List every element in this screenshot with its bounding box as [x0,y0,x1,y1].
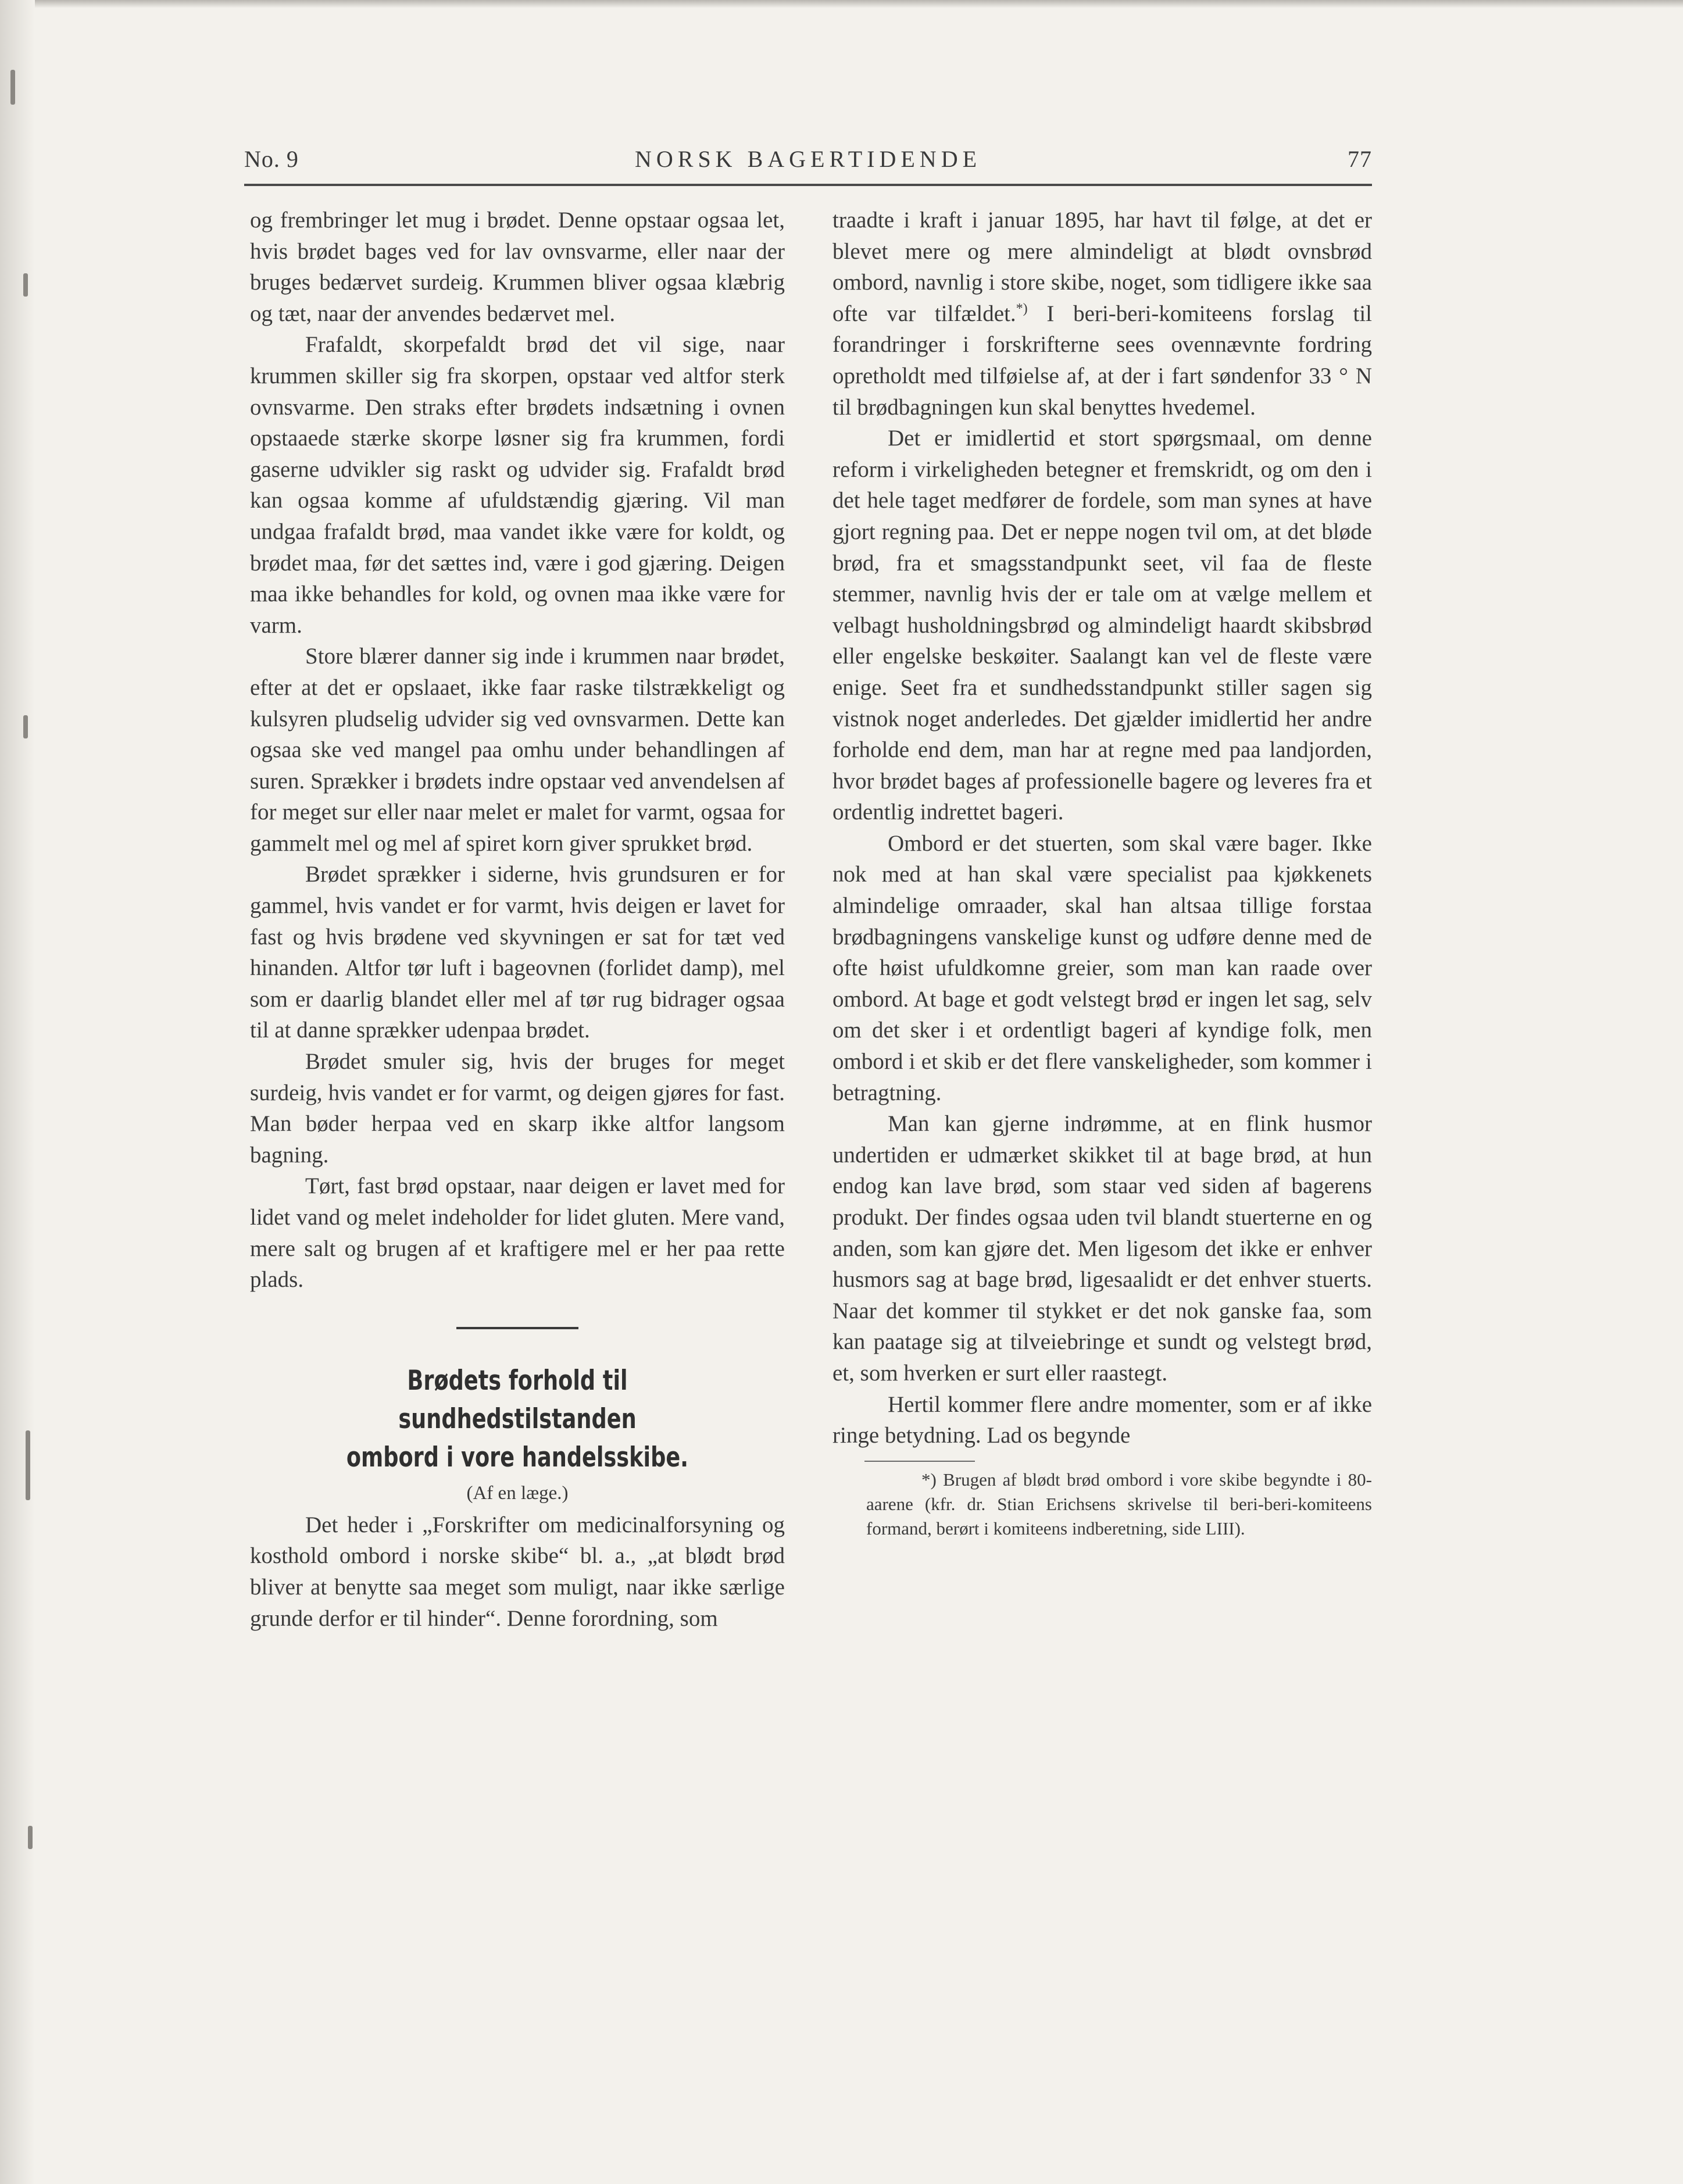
binding-mark [23,273,28,297]
paragraph: Det er imidlertid et stort spørgsmaal, om denne reform i virkeligheden betegner et fremskridt, og om den i det hele taget medfører de fordele, som man synes at have gjort regning paa. Det er neppe nogen tvil om, at det bløde brød, fra et smagsstandpunkt seet, vil faa de fleste stemmer, navnlig hvis der er tale om at vælge mellem et velbagt husholdningsbrød og almindeligt haardt skibsbrød eller engelske beskøiter. Saalangt kan vel de fleste være enige. Seet fra et sundhedsstandpunkt stiller sagen sig vistnok noget anderledes. Det gjælder imidlertid her andre forholde end dem, man har at regne med paa landjorden, hvor brødet bages af professionelle bagere og leveres fra et ordentlig indrettet bageri. [832,426,1372,825]
paragraph: Ombord er det stuerten, som skal være bager. Ikke nok med at han skal være specialist paa kjøkkenets almindelige omraader, skal han altsaa tillige forstaa brødbagningens vanskelige kunst og udføre denne med de ofte høist ufuldkomne greier, som man kan raade over ombord. At bage et godt velstegt brød er ingen let sag, selv om det sker i et ordentligt bageri af kyndige folk, men ombord i et skib er det flere vanskeligheder, som kommer i betragtning. [832,830,1372,1105]
footnote-reference: *) [1016,301,1028,316]
article-byline: (Af en læge.) [466,1482,569,1504]
left-column [250,205,785,1634]
paragraph-text: I beri-beri-komiteens forslag til forandringer i forskrifterne sees ovennævnte fordring opretholdt med tilføielse af, at der i fart søndenfor 33 ° N til brødbagningen kun skal benyttes hvedemel. [832,301,1372,420]
footnote-rule [864,1461,975,1462]
paragraph: Hertil kommer flere andre momenter, som er af ikke ringe betydning. Lad os begynde [832,1391,1372,1448]
paragraph-text: traadte i kraft i januar 1895, har havt til følge, at det er blevet mere og mere almindeligt at blødt ovnsbrød ombord, navnlig i store skibe, noget, som tidligere ikke saa ofte var tilfældet. [832,208,1372,326]
binding-mark [26,1430,30,1500]
paragraph: Man kan gjerne indrømme, at en flink husmor undertiden er udmærket skikket til at bage brød, at hun endog kan lave brød, som staar ved siden af bagerens produkt. Der findes ogsaa uden tvil blandt stuerterne en og anden, som kan gjøre det. Men ligesom det ikke er enhver husmors sag at bage brød, ligesaalidt er det enhver stuerts. Naar det kommer til stykket er det nok ganske faa, som kan paatage sig at tilveiebringe et sundt og velstegt brød, et, som hverken er surt eller raastegt. [832,1111,1372,1386]
paragraph: Store blærer danner sig inde i krummen naar brødet, efter at det er opslaaet, ikke faar raske tilstrækkeligt og kulsyren pludselig udvider sig ved ovnsvarmen. Dette kan ogsaa ske ved mangel paa omhu under behandlingen af suren. Sprækker i brødets indre opstaar ved anvendelsen af for meget sur eller naar melet er malet for varmt, ogsaa for gammelt mel og mel af spiret korn giver sprukket brød. [250,644,785,856]
journal-title: NORSK BAGERTIDENDE [634,146,982,172]
article-title-line: ombord i vore handelsskibe. [346,1441,689,1473]
paragraph: Det heder i „Forskrifter om medicinalforsyning og kosthold ombord i norske skibe“ bl. a., „at blødt brød bliver at benytte saa meget som muligt, naar ikke særlige grunde derfor er til hinder“. Denne forordning, som [250,1512,785,1631]
binding-mark [28,1826,33,1849]
paragraph [832,205,1372,423]
page-edge-left [0,0,35,2184]
section-divider [456,1327,578,1329]
page-edge-top [0,0,1683,8]
running-head [244,145,1372,180]
article-title-line: Brødets forhold til sundhedstilstanden [398,1364,637,1435]
right-column [832,205,1372,1541]
footnote: *) Brugen af blødt brød ombord i vore skibe begyndte i 80-aarene (kfr. dr. Stian Erichsens skrivelse til beri-beri-komiteens formand, berørt i komiteens indberetning, side LIII). [866,1469,1372,1539]
page-number: 77 [1348,146,1372,172]
binding-mark [23,715,28,738]
issue-number: No. 9 [244,146,299,172]
header-rule [244,184,1372,186]
paragraph: Brødet sprækker i siderne, hvis grundsuren er for gammel, hvis vandet er for varmt, hvis deigen er lavet for fast og hvis brødene ved skyvningen er sat for tæt ved hinanden. Altfor tør luft i bageovnen (forlidet damp), mel som er daarlig blandet eller mel af tør rug bidrager ogsaa til at danne sprækker udenpaa brødet. [250,862,785,1043]
paragraph: og frembringer let mug i brødet. Denne opstaar ogsaa let, hvis brødet bages ved for lav ovnsvarme, eller naar der bruges bedærvet surdeig. Krummen bliver ogsaa klæbrig og tæt, naar der anvendes bedærvet mel. [250,208,785,326]
binding-mark [10,70,15,105]
paragraph: Tørt, fast brød opstaar, naar deigen er lavet med for lidet vand og melet indeholder for lidet gluten. Mere vand, mere salt og brugen af et kraftigere mel er her paa rette plads. [250,1173,785,1293]
paragraph: Frafaldt, skorpefaldt brød det vil sige, naar krummen skiller sig fra skorpen, opstaar ved altfor sterk ovnsvarme. Den straks efter brødets indsætning i ovnen opstaaede stærke skorpe løsner sig fra krummen, fordi gaserne udvikler sig raskt og udvider sig. Frafaldt brød kan ogsaa komme af ufuldstændig gjæring. Vil man undgaa frafaldt brød, maa vandet ikke være for koldt, og brødet maa, før det sættes ind, være i god gjæring. Deigen maa ikke behandles for kold, og ovnen maa ikke være for varm. [250,332,785,638]
paragraph: Brødet smuler sig, hvis der bruges for meget surdeig, hvis vandet er for varmt, og deigen gjøres for fast. Man bøder herpaa ved en skarp ikke altfor langsom bagning. [250,1049,785,1168]
